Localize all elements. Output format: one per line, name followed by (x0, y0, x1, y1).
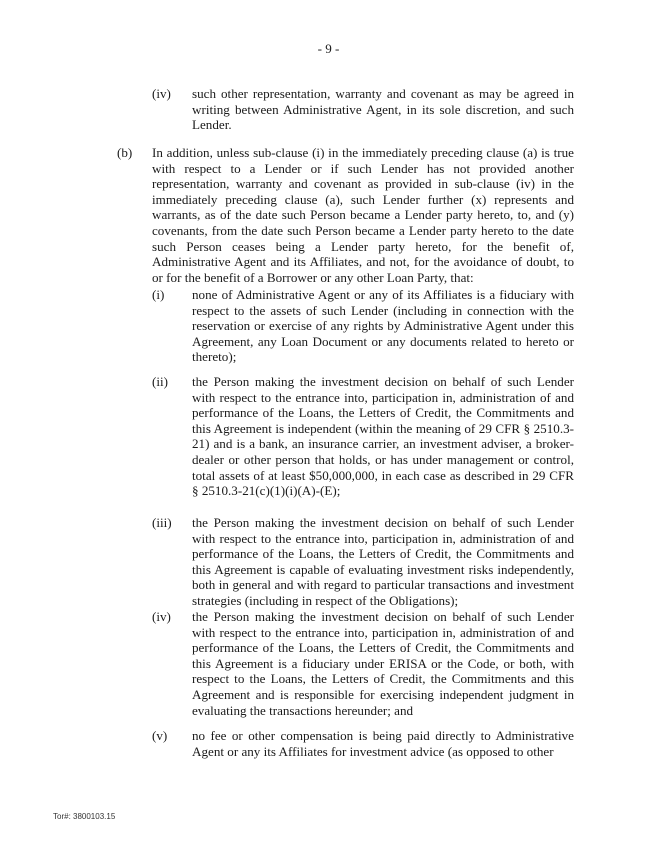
clause-label: (iv) (152, 609, 171, 624)
clause-text: the Person making the investment decision on behalf of such Lender with respect to the entrance into, participation in, administration of and performance of the Loans, the Letters of Credit, the Commitments and this Agreement is independent (within the meaning of 29 CFR § 2510.3-21) and is a bank, an insurance carrier, an investment adviser, a broker-dealer or other person that holds, or has under management or control, total assets of at least $50,000,000, in each case as described in 29 CFR § 2510.3-21(c)(1)(i)(A)-(E); (192, 374, 574, 499)
clause-text: In addition, unless sub-clause (i) in the immediately preceding clause (a) is true with respect to a Lender or if such Lender has not provided another representation, warranty and covenant as provided in sub-clause (iv) in the immediately preceding clause (a), such Lender further (x) represents and warrants, as of the date such Person became a Lender party hereto, to, and (y) covenants, from the date such Person became a Lender party hereto to the date such Person ceases being a Lender party hereto, for the benefit of, Administrative Agent and its Affiliates, and not, for the avoidance of doubt, to or for the benefit of a Borrower or any other Loan Party, that: (152, 145, 574, 285)
clause-text: the Person making the investment decision on behalf of such Lender with respect to the entrance into, participation in, administration of and performance of the Loans, the Letters of Credit, the Commitments and this Agreement is capable of evaluating investment risks independently, both in general and with regard to particular transactions and investment strategies (including in respect of the Obligations); (192, 515, 574, 608)
clause-text: no fee or other compensation is being paid directly to Administrative Agent or any its Affiliates for investment advice (as opposed to other (192, 728, 574, 759)
clause-label: (i) (152, 287, 165, 302)
clause-label: (iii) (152, 515, 172, 530)
clause-text: none of Administrative Agent or any of its Affiliates is a fiduciary with respect to the assets of such Lender (including in connection with the reservation or exercise of any rights by Administrative Agent under this Agreement, any Loan Document or any documents related to hereto or thereto); (192, 287, 574, 365)
clause-label: (iv) (152, 86, 171, 101)
clause-text: such other representation, warranty and covenant as may be agreed in writing between Administrative Agent, in its sole discretion, and such Lender. (192, 86, 574, 133)
page-number: - 9 - (317, 41, 340, 56)
clause-text: the Person making the investment decision on behalf of such Lender with respect to the entrance into, participation in, administration of and performance of the Loans, the Letters of Credit, the Commitments and this Agreement is a fiduciary under ERISA or the Code, or both, with respect to the Loans, the Letters of Credit, the Commitments and this Agreement and is responsible for exercising independent judgment in evaluating the transactions hereunder; and (192, 609, 574, 718)
clause-label: (ii) (152, 374, 168, 389)
document-id-footer: Tor#: 3800103.15 (53, 812, 116, 821)
clause-label: (b) (117, 145, 133, 160)
clause-label: (v) (152, 728, 168, 743)
